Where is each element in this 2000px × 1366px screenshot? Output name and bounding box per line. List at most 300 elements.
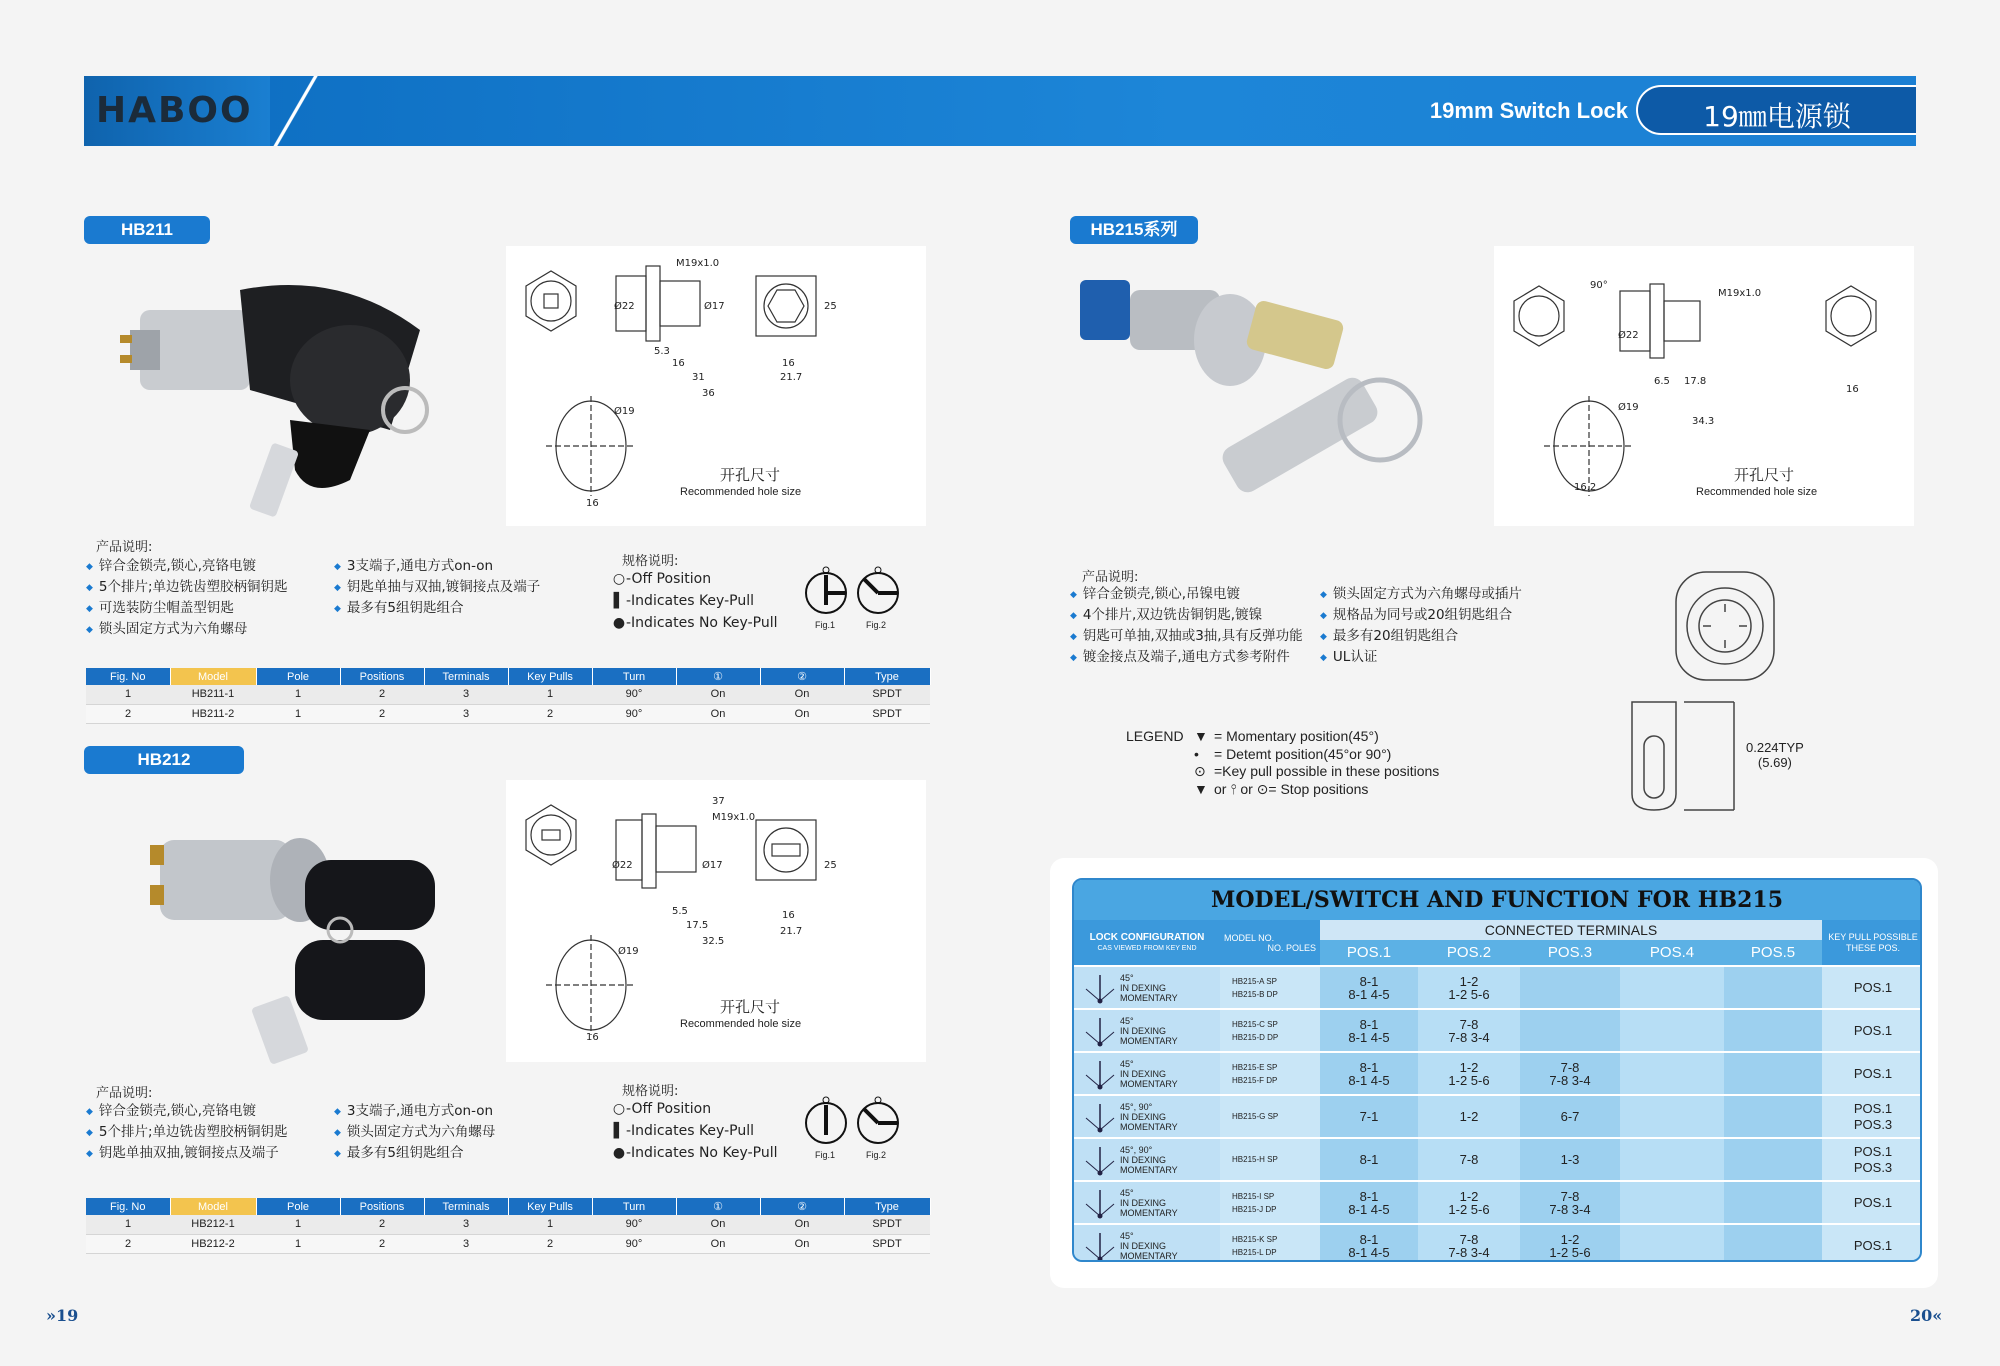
table-row [1074, 1224, 1922, 1262]
fig-label: Fig.1 [815, 620, 836, 630]
table-cell: On [676, 1234, 760, 1253]
key-pull-header: KEY PULL POSSIBLE THESE POS. [1822, 920, 1922, 966]
pos-cell [1620, 1009, 1724, 1052]
no-key-pull-icon: ● [612, 615, 626, 631]
table-cell: 3 [424, 685, 508, 704]
list-item: ◆ 5个排片;单边铣齿塑胶柄铜钥匙 [86, 1122, 288, 1143]
list-item: ◆ 镀金接点及端子,通电方式参考附件 [1070, 647, 1303, 668]
terminal-pair: 1-2 5-6 [1448, 986, 1490, 1002]
key-pull-cell [1822, 1138, 1922, 1181]
lock-diagram-icon [1080, 1186, 1120, 1220]
table-cell: SPDT [844, 704, 930, 723]
hb212-desc-title: 产品说明: [96, 1086, 153, 1101]
column-header: Positions [340, 668, 424, 685]
terminal-pair: 8-1 [1359, 1152, 1379, 1167]
model-cell: HB215-H SP [1220, 1138, 1320, 1181]
table-cell: SPDT [844, 1215, 930, 1234]
dim-label: 17.8 [1684, 376, 1707, 387]
table-row [1074, 966, 1922, 1009]
lock-diagram-icon [1080, 971, 1120, 1005]
table-cell: SPDT [844, 1234, 930, 1253]
key-pull-cell [1822, 1224, 1922, 1262]
lock-config-header: LOCK CONFIGURATION CAS VIEWED FROM KEY END [1074, 920, 1220, 966]
pos-cell [1620, 1052, 1724, 1095]
terminal-pair: 1-2 5-6 [1549, 1245, 1591, 1260]
pos-cell [1520, 1052, 1620, 1095]
table-row [86, 1234, 930, 1253]
hole-size-en: Recommended hole size [680, 486, 802, 498]
pos-header: POS.4 [1620, 940, 1724, 966]
pos-cell [1620, 1181, 1724, 1224]
hb212-technical-drawing [506, 780, 926, 1062]
hb212-spec-table [86, 1198, 931, 1254]
column-header: Positions [340, 1198, 424, 1215]
terminal-pair: 1-2 [1459, 973, 1479, 989]
terminal-pair: 6-7 [1560, 1109, 1580, 1124]
pos-cell [1320, 1181, 1418, 1224]
dim-label: Ø19 [1618, 402, 1639, 413]
terminal-dim [1746, 740, 1804, 770]
table-cell: 1 [256, 685, 340, 704]
pos-cell [1520, 1009, 1620, 1052]
table-cell: 1 [256, 1215, 340, 1234]
column-header: Fig. No [86, 1198, 170, 1215]
table-cell: HB212-1 [170, 1215, 256, 1234]
list-item: ◆ 锁头固定方式为六角螺母 [334, 1122, 495, 1143]
column-header: Model [170, 668, 256, 685]
column-header: Key Pulls [508, 1198, 592, 1215]
key-pull-cell [1822, 1181, 1922, 1224]
list-item: ▌ -Indicates Key-Pull [612, 1120, 777, 1142]
list-item: ◆ 规格品为同号或20组钥匙组合 [1320, 605, 1522, 626]
lock-diagram-icon [1080, 1229, 1120, 1262]
pos-cell [1520, 1095, 1620, 1138]
off-position-icon: ○ [612, 571, 626, 587]
pos-cell [1320, 1095, 1418, 1138]
hb211-spec-table [86, 668, 931, 724]
table-cell: On [676, 704, 760, 723]
lock-config-cell: 45° IN DEXING MOMENTARY [1074, 1009, 1220, 1052]
column-header: ② [760, 668, 844, 685]
hb215-product-photo [1080, 260, 1480, 540]
hb215-technical-drawing [1494, 246, 1914, 526]
pos-cell [1418, 1009, 1520, 1052]
terminal-pair: 8-1 [1359, 1188, 1379, 1204]
hb212-product-photo [140, 800, 470, 1080]
legend-item: ⊙ =Key pull possible in these positions [1194, 763, 1440, 779]
pos-cell [1320, 1138, 1418, 1181]
table-cell: 1 [508, 685, 592, 704]
table-cell: 90° [592, 1234, 676, 1253]
model-cell: HB215-E SP HB215-F DP [1220, 1052, 1320, 1095]
list-item: ◆ 3支端子,通电方式on-on [334, 1101, 495, 1122]
dim-label: 16 [782, 910, 795, 921]
pos-cell [1520, 1181, 1620, 1224]
dim-label: Ø22 [612, 860, 633, 871]
terminal-pair: 7-8 [1459, 1232, 1479, 1247]
table-cell: 1 [508, 1215, 592, 1234]
legend-item: ▼ or ⫯ or ⊙= Stop positions [1194, 780, 1369, 797]
fig-label: Fig.2 [866, 620, 887, 630]
key-pull-cell [1822, 1052, 1922, 1095]
list-item: ◆ 4个排片,双边铣齿铜钥匙,镀镍 [1070, 605, 1303, 626]
dim-label: Ø17 [702, 860, 723, 871]
table-cell: 3 [424, 1215, 508, 1234]
terminal-pair: 1-2 [1560, 1232, 1580, 1247]
pos-cell [1620, 1095, 1724, 1138]
table-header-row [1074, 920, 1922, 940]
dim-label: 31 [692, 372, 705, 383]
terminal-pair: 8-1 4-5 [1348, 986, 1390, 1002]
list-item: ◆ 锁头固定方式为六角螺母 [86, 619, 288, 640]
pos-cell [1520, 966, 1620, 1009]
hb211-position-figures [800, 565, 905, 625]
lock-diagram-icon [1080, 1100, 1120, 1134]
hb212-spec-title: 规格说明: [622, 1084, 679, 1099]
table-row [1074, 1052, 1922, 1095]
pos-header: POS.2 [1418, 940, 1520, 966]
terminal-pair: 8-1 [1359, 1232, 1379, 1247]
logo-text: HABOO [96, 90, 253, 131]
key-pull-position: POS.3 [1853, 1159, 1893, 1175]
key-pull-cell [1822, 1095, 1922, 1138]
dim-label: 16.2 [1574, 482, 1597, 493]
table-cell: HB212-2 [170, 1234, 256, 1253]
stop-arrow-icon: ▼ [1194, 780, 1208, 797]
header-band [84, 76, 1916, 146]
dim-label: 25 [824, 301, 837, 312]
terminal-pair: 8-1 [1359, 1059, 1379, 1075]
pos-header: POS.1 [1320, 940, 1418, 966]
pos-cell [1320, 966, 1418, 1009]
dim-label: Ø19 [618, 946, 639, 957]
terminal-pair: 8-1 [1359, 973, 1379, 989]
list-item: ◆ 5个排片;单边铣齿塑胶柄铜钥匙 [86, 577, 288, 598]
table-cell: On [760, 1215, 844, 1234]
function-table-grid [1074, 920, 1922, 1262]
hb212-desc-right [334, 1101, 495, 1164]
list-item: ○-Off Position [612, 1098, 777, 1120]
table-header-row [86, 1198, 930, 1215]
terminal-pair: 8-1 4-5 [1348, 1201, 1390, 1217]
table-row [1074, 1095, 1922, 1138]
dim-label: 16 [586, 498, 599, 509]
pos-cell [1418, 1138, 1520, 1181]
hole-size-cn: 开孔尺寸 [720, 466, 781, 484]
table-cell: 2 [340, 1215, 424, 1234]
table-row [86, 704, 930, 723]
page-number-right: 20« [1910, 1306, 1943, 1325]
function-table-panel [1050, 858, 1938, 1288]
list-item: ○-Off Position [612, 568, 777, 590]
hb211-spec-title: 规格说明: [622, 554, 679, 569]
table-cell: 2 [340, 685, 424, 704]
table-row [1074, 1181, 1922, 1224]
model-no-header: MODEL NO. NO. POLES [1220, 920, 1320, 966]
table-cell: SPDT [844, 685, 930, 704]
terminal-pair: 7-8 [1560, 1059, 1580, 1075]
column-header: Terminals [424, 1198, 508, 1215]
lock-diagram-icon [1080, 1014, 1120, 1048]
hb211-desc-left [86, 556, 288, 640]
legend-list [1194, 728, 1439, 798]
table-cell: HB211-2 [170, 704, 256, 723]
dim-label: Ø22 [1618, 330, 1639, 341]
table-cell: On [760, 1234, 844, 1253]
column-header: Model [170, 1198, 256, 1215]
pos-cell [1724, 1009, 1822, 1052]
list-item: ◆ 锁头固定方式为六角螺母或插片 [1320, 584, 1522, 605]
column-header: Fig. No [86, 668, 170, 685]
dim-label: Ø22 [614, 301, 635, 312]
hb215-desc-title: 产品说明: [1082, 570, 1139, 585]
dim-label: 32.5 [702, 936, 725, 947]
column-header: Turn [592, 1198, 676, 1215]
dim-label: 5.3 [654, 346, 670, 357]
key-pull-position: POS.3 [1853, 1116, 1893, 1132]
column-header: ① [676, 1198, 760, 1215]
list-item: ◆ 钥匙单抽双抽,镀铜接点及端子 [86, 1143, 288, 1164]
list-item: ◆ 最多有5组钥匙组合 [334, 1143, 495, 1164]
legend-label: LEGEND [1126, 728, 1184, 744]
function-table-body [1074, 966, 1922, 1262]
pos-cell [1724, 1138, 1822, 1181]
dim-label: M19x1.0 [1718, 288, 1762, 299]
column-header: ① [676, 668, 760, 685]
key-pull-cell [1822, 966, 1922, 1009]
dim-label: 37 [712, 796, 725, 807]
function-table [1072, 878, 1922, 1262]
column-header: Terminals [424, 668, 508, 685]
section-tag-hb211: HB211 [84, 216, 210, 244]
dim-label: 16 [672, 358, 685, 369]
pos-cell [1620, 1138, 1724, 1181]
key-pull-position: POS.1 [1853, 979, 1893, 995]
table-cell: 2 [340, 1234, 424, 1253]
terminal-pair: 1-2 [1459, 1109, 1479, 1124]
table-cell: 2 [86, 704, 170, 723]
terminal-dim-mm: (5.69) [1757, 755, 1792, 770]
pos-cell [1724, 1224, 1822, 1262]
pos-cell [1320, 1052, 1418, 1095]
dim-label: Ø19 [614, 406, 635, 417]
key-pull-icon: ▌ [613, 593, 625, 609]
table-row [1074, 1009, 1922, 1052]
terminal-pair: 1-2 [1459, 1059, 1479, 1075]
logo [84, 76, 270, 146]
list-item: ◆ 钥匙单抽与双抽,镀铜接点及端子 [334, 577, 540, 598]
column-header: Turn [592, 668, 676, 685]
terminal-pair: 7-1 [1359, 1109, 1379, 1124]
column-header: Key Pulls [508, 668, 592, 685]
table-cell: On [760, 685, 844, 704]
key-pull-circle-icon: ⊙ [1194, 763, 1206, 779]
list-item: ◆ 钥匙可单抽,双抽或3抽,具有反弹功能 [1070, 626, 1303, 647]
title-pill [1636, 85, 1916, 135]
lock-config-cell: 45° IN DEXING MOMENTARY [1074, 966, 1220, 1009]
lock-config-cell: 45°, 90° IN DEXING MOMENTARY [1074, 1138, 1220, 1181]
pos-cell [1520, 1224, 1620, 1262]
table-cell: On [676, 1215, 760, 1234]
legend-item: ▼ = Momentary position(45°) [1194, 728, 1379, 744]
hb215-desc-right [1320, 584, 1522, 668]
hb215-desc-left [1070, 584, 1303, 668]
terminal-pair: 7-8 [1459, 1016, 1479, 1032]
table-cell: 90° [592, 704, 676, 723]
pos-cell [1418, 1181, 1520, 1224]
table-cell: 2 [508, 1234, 592, 1253]
lock-config-cell: 45° IN DEXING MOMENTARY [1074, 1052, 1220, 1095]
fig-label: Fig.2 [866, 1150, 887, 1160]
pos-cell [1724, 966, 1822, 1009]
pos-cell [1418, 1052, 1520, 1095]
terminal-pair: 1-2 [1459, 1188, 1479, 1204]
no-key-pull-icon: ● [612, 1145, 626, 1161]
header-divider [270, 76, 324, 146]
dim-label: 36 [702, 388, 715, 399]
table-cell: 3 [424, 1234, 508, 1253]
list-item: ●-Indicates No Key-Pull [612, 1142, 777, 1164]
dim-label: 21.7 [780, 926, 803, 937]
list-item: ▌ -Indicates Key-Pull [612, 590, 777, 612]
lock-config-cell: 45° IN DEXING MOMENTARY [1074, 1224, 1220, 1262]
stop-pin-icon: ⫯ [1230, 780, 1237, 797]
list-item: ◆ 最多有20组钥匙组合 [1320, 626, 1522, 647]
table-row [86, 1215, 930, 1234]
connected-terminals-header: CONNECTED TERMINALS [1320, 920, 1822, 940]
hb211-technical-drawing [506, 246, 926, 526]
hb211-product-photo [120, 270, 480, 520]
hole-size-cn: 开孔尺寸 [1734, 466, 1795, 484]
list-item: ◆ 锌合金锁壳,锁心,亮铬电镀 [86, 1101, 288, 1122]
pos-cell [1724, 1052, 1822, 1095]
model-cell: HB215-A SP HB215-B DP [1220, 966, 1320, 1009]
pos-cell [1418, 966, 1520, 1009]
terminal-pair: 7-8 3-4 [1549, 1072, 1591, 1088]
terminal-pair: 8-1 4-5 [1348, 1072, 1390, 1088]
pos-cell [1724, 1181, 1822, 1224]
title-en: 19mm Switch Lock [1429, 98, 1628, 123]
hb212-position-figures [800, 1095, 905, 1155]
model-cell: HB215-I SP HB215-J DP [1220, 1181, 1320, 1224]
key-pull-icon: ▌ [613, 1123, 625, 1139]
table-cell: 2 [86, 1234, 170, 1253]
list-item: ◆ 最多有5组钥匙组合 [334, 598, 540, 619]
table-cell: 3 [424, 704, 508, 723]
table-cell: 90° [592, 1215, 676, 1234]
dim-label: 16 [782, 358, 795, 369]
column-header: Pole [256, 1198, 340, 1215]
hb211-desc-title: 产品说明: [96, 540, 153, 555]
table-cell: 1 [256, 1234, 340, 1253]
function-table-title: MODEL/SWITCH AND FUNCTION FOR HB215 [1074, 880, 1920, 920]
dim-label: M19x1.0 [676, 258, 720, 269]
column-header: ② [760, 1198, 844, 1215]
terminal-pair: 1-3 [1560, 1152, 1580, 1167]
off-position-icon: ○ [612, 1101, 626, 1117]
pos-cell [1418, 1224, 1520, 1262]
dim-label: 90° [1590, 280, 1608, 291]
pos-cell [1320, 1224, 1418, 1262]
dim-label: 17.5 [686, 920, 709, 931]
pos-cell [1620, 966, 1724, 1009]
dim-label: 16 [586, 1032, 599, 1043]
pos-cell [1724, 1095, 1822, 1138]
pos-header: POS.5 [1724, 940, 1822, 966]
model-cell: HB215-C SP HB215-D DP [1220, 1009, 1320, 1052]
terminal-pair: 8-1 4-5 [1348, 1245, 1390, 1260]
table-cell: On [760, 704, 844, 723]
column-header: Type [844, 668, 930, 685]
column-header: Pole [256, 668, 340, 685]
table-cell: 1 [256, 704, 340, 723]
table-header-row [86, 668, 930, 685]
list-item: ◆ 锌合金锁壳,锁心,吊镍电镀 [1070, 584, 1303, 605]
dim-label: 21.7 [780, 372, 803, 383]
detent-dot-icon: • [1194, 745, 1199, 762]
terminal-drawing [1624, 696, 1744, 816]
hb212-spec-list [612, 1098, 777, 1164]
model-cell: HB215-K SP HB215-L DP [1220, 1224, 1320, 1262]
hole-size-en: Recommended hole size [1696, 486, 1818, 498]
hole-size-en: Recommended hole size [680, 1018, 802, 1030]
key-pull-position: POS.1 [1853, 1022, 1893, 1038]
dim-label: Ø17 [704, 301, 725, 312]
table-cell: HB211-1 [170, 685, 256, 704]
key-pull-position: POS.1 [1853, 1065, 1893, 1081]
pos-header: POS.3 [1520, 940, 1620, 966]
table-cell: 1 [86, 1215, 170, 1234]
hb211-desc-right [334, 556, 540, 619]
dim-label: 34.3 [1692, 416, 1715, 427]
page-number-left: »19 [46, 1306, 79, 1325]
fig-label: Fig.1 [815, 1150, 836, 1160]
table-cell: 2 [340, 704, 424, 723]
terminal-pair: 8-1 4-5 [1348, 1029, 1390, 1045]
terminal-pair: 1-2 5-6 [1448, 1072, 1490, 1088]
table-cell: 2 [508, 704, 592, 723]
pos-cell [1520, 1138, 1620, 1181]
model-cell: HB215-G SP [1220, 1095, 1320, 1138]
lock-config-cell: 45° IN DEXING MOMENTARY [1074, 1181, 1220, 1224]
hb212-desc-left [86, 1101, 288, 1164]
section-tag-hb212: HB212 [84, 746, 244, 774]
terminal-pair: 1-2 5-6 [1448, 1201, 1490, 1217]
momentary-arrow-icon: ▼ [1194, 728, 1208, 744]
terminal-pair: 7-8 [1560, 1188, 1580, 1204]
lock-diagram-icon [1080, 1057, 1120, 1091]
list-item: ●-Indicates No Key-Pull [612, 612, 777, 634]
table-row [86, 685, 930, 704]
lock-config-cell: 45°, 90° IN DEXING MOMENTARY [1074, 1095, 1220, 1138]
key-pull-position: POS.1 [1853, 1100, 1893, 1116]
terminal-pair: 7-8 3-4 [1448, 1245, 1490, 1260]
pos-cell [1418, 1095, 1520, 1138]
list-item: ◆ 3支端子,通电方式on-on [334, 556, 540, 577]
key-pull-cell [1822, 1009, 1922, 1052]
column-header: Type [844, 1198, 930, 1215]
dim-label: 6.5 [1654, 376, 1670, 387]
title-cn: 19㎜电源锁 [1703, 100, 1851, 133]
list-item: ◆ 可选装防尘帽盖型钥匙 [86, 598, 288, 619]
pos-cell [1620, 1224, 1724, 1262]
terminal-pair: 8-1 [1359, 1016, 1379, 1032]
hb211-spec-list [612, 568, 777, 634]
key-pull-position: POS.1 [1853, 1143, 1893, 1159]
terminal-pair: 7-8 3-4 [1549, 1201, 1591, 1217]
table-row [1074, 1138, 1922, 1181]
list-item: ◆ 锌合金锁壳,锁心,亮铬电镀 [86, 556, 288, 577]
